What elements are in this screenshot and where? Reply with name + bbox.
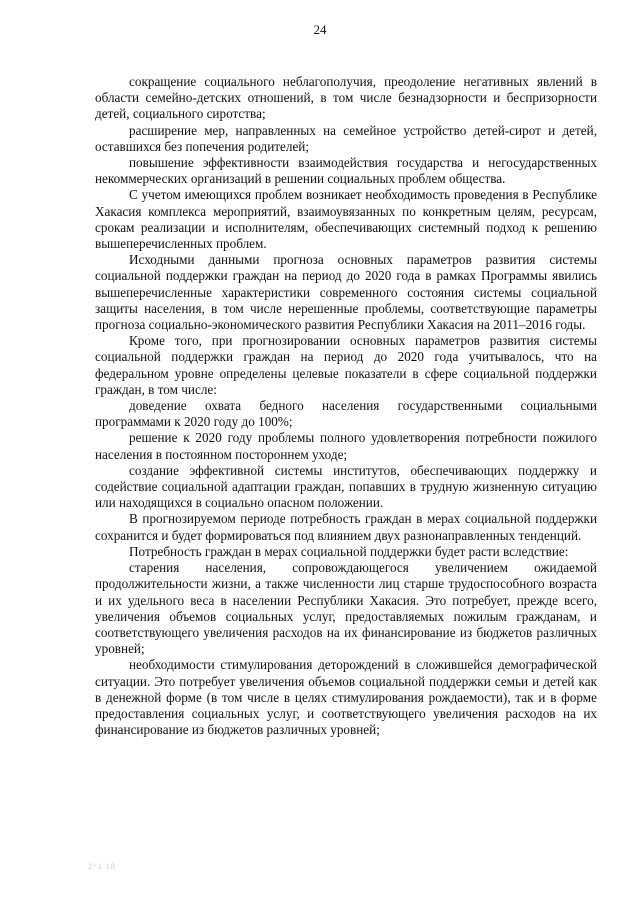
footer-scan-mark: 2^1 18 — [88, 862, 116, 871]
paragraph: необходимости стимулирования деторождений в сложившейся демографической ситуации. Это потребует увеличения объемов социальной поддержки семьи и детей как в денежной форме (в том числе в целях стимулирования рождаемости), так и в форме предоставления социальных услуг, и соответствующего увеличения расходов на их финансирование из бюджетов различных уровней; — [95, 657, 597, 738]
paragraph: В прогнозируемом периоде потребность граждан в мерах социальной поддержки сохранится и будет формироваться под влиянием двух разнонаправленных тенденций. — [95, 511, 597, 543]
paragraph: Исходными данными прогноза основных параметров развития системы социальной поддержки граждан на период до 2020 года в рамках Программы явились вышеперечисленные характеристики современного состояния системы социальной защиты населения, в том числе нерешенные проблемы, соответствующие параметры прогноза социально-экономического развития Республики Хакасия на 2011–2016 годы. — [95, 252, 597, 333]
paragraph: решение к 2020 году проблемы полного удовлетворения потребности пожилого населения в постоянном постороннем уходе; — [95, 430, 597, 462]
paragraph: сокращение социального неблагополучия, преодоление негативных явлений в области семейно-детских отношений, в том числе безнадзорности и беспризорности детей, социального сиротства; — [95, 74, 597, 122]
paragraph: расширение мер, направленных на семейное устройство детей-сирот и детей, оставшихся без попечения родителей; — [95, 122, 597, 154]
paragraph: старения населения, сопровождающегося увеличением ожидаемой продолжительности жизни, а также численности лиц старше трудоспособного возраста и их удельного веса в населении Республики Хакасия. Это потребует, прежде всего, увеличения объемов социальных услуг, предоставляемых пожилым гражданам, и соответствующего увеличения расходов на их финансирование из бюджетов различных уровней; — [95, 560, 597, 657]
paragraph: С учетом имеющихся проблем возникает необходимость проведения в Республике Хакасия комплекса мероприятий, взаимоувязанных по конкретным целям, ресурсам, срокам реализации и исполнителям, обеспечивающих системный подход к решению вышеперечисленных проблем. — [95, 187, 597, 252]
paragraph: повышение эффективности взаимодействия государства и негосударственных некоммерческих организаций в решении социальных проблем общества. — [95, 155, 597, 187]
paragraph: создание эффективной системы институтов, обеспечивающих поддержку и содействие социальной адаптации граждан, попавших в трудную жизненную ситуацию или находящихся в социально опасном положении. — [95, 462, 597, 511]
paragraph: Потребность граждан в мерах социальной поддержки будет расти вследствие: — [129, 543, 569, 559]
paragraph: доведение охвата бедного населения государственными социальными программами к 2020 году до 100%; — [95, 398, 597, 430]
page-number: 24 — [313, 22, 327, 37]
paragraph: Кроме того, при прогнозировании основных параметров развития системы социальной поддержки граждан на период до 2020 года учитывалось, что на федеральном уровне определены целевые показатели в сфере социальной поддержки граждан, в том числе: — [95, 333, 597, 397]
page-body — [95, 74, 597, 738]
